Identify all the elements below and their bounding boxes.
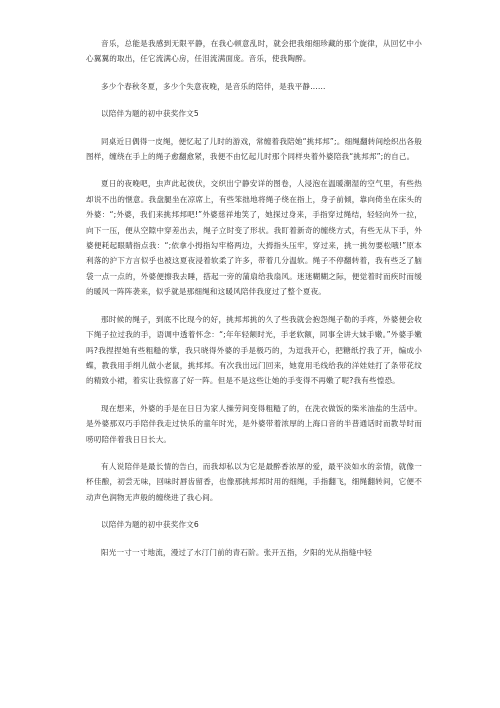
essay-6-paragraph-1: 阳光一寸一寸地流，漫过了水汀门前的青石阶。张开五指，夕阳的光从指缝中轻 bbox=[101, 547, 373, 557]
essay-6-title: 以陪伴为题的初中获奖作文6 bbox=[101, 520, 199, 530]
essay-5-paragraph-2: 夏日的夜晚吧，虫声此起彼伏，交织出宁静安详的图卷，人浸泡在温暖潮湿的空气里，有些热却说不出的惬意。我盘腿坐在凉席上，有些笨拙地将绳子绕在指上，身子前倾，靠向倚坐在床头的外婆：“;外婆，我们来挑邦邦吧!”外婆慈祥地笑了，她探过身来，手指穿过绳结，轻轻向外一拉，向下一压，便从空隙中穿差出去，绳子立时变了形状。我盯着新奇的缠绕方式，有些无从下手，外婆便耗起眼睛指点我：“;依拿小拇指勾牢格两边，大拇指头压牢，穿过来，挑一挑勿要松哦!”原本利落的沪下方言似乎也被这夏夜浸着软柔了许多，带着几分温软。绳子不停翻转着，我有些乏了脑袋一点一点的，外婆便擦我去睡，搭起一旁的蒲扇给我扇风。迷迷糊糊之际，便觉着时而疾时而缓的暖风一阵阵袭来，似乎就是那细绳和这暖风陪伴我度过了整个夏夜。 bbox=[86, 179, 422, 297]
essay-5-paragraph-1: 同桌近日偶得一皮绳，便忆起了儿时的游戏，常缠着我陪她“挑邦邦”;。细绳翻转间绘织出各般图样，缠绕在手上的绳子愈翻愈紧，我便不由忆起儿时那个同样央着外婆陪我“挑邦邦”;的自己。 bbox=[86, 136, 422, 162]
essay-5-title: 以陪伴为题的初中获奖作文5 bbox=[101, 109, 199, 119]
document-body bbox=[86, 36, 422, 560]
intro-paragraph-1: 音乐，总能是我感到无限平静，在我心顿意乱时，就会把我细细珍藏的那个旋律，从回忆中小心翼翼的取出，任它流满心房，任泪流满面庞。音乐，使我陶醉。 bbox=[86, 39, 422, 64]
essay-5-paragraph-4: 现在想来，外婆的手是在日日为家人操劳间变得粗糙了的，在洗衣做饭的柴米油盐的生活中。是外婆那双巧手陪伴我走过快乐的童年时光，是外婆带着浓厚的上海口音的半普通话时而教导时而唠叨陪伴着我日日长大。 bbox=[86, 403, 422, 444]
essay-5-paragraph-5: 有人说陪伴是最长情的告白，而我却私以为它是最醉香浓厚的爱，最平淡如水的亲情，就像一杯佳酿，初尝无味，回味时唇齿留香，也像那挑邦邦时用的细绳，手指翻飞，细绳翻转间，它便不动声色润物无声般的缠绕进了我心间。 bbox=[86, 461, 422, 502]
essay-5-paragraph-3: 那时候的绳子，到底不比现今的好，挑邦邦挑的久了些我就会抱怨绳子勒的手疼，外婆便会收下绳子拉过我的手，语调中透着怀念：“;年年轻额时光，手老软额，同事全讲大妹手嫩。”外婆手嫩吗?我捏捏她有些粗糙的掌，我只晓得外婆的手是极巧的，为逗我开心，把糖纸拧我了开，编成小蝶，教我用手绢儿做小老鼠，挑邦邦。有次我出远门回来，她竟用毛线给我的洋娃娃打了条带花纹的精致小裙，着实让我惊喜了好一阵。但是不是这些让她的手变得不再嫩了呢?我有些惶恐。 bbox=[86, 314, 422, 386]
intro-paragraph-2: 多少个春秋冬夏，多少个失意夜晚，是音乐的陪伴，是我平静…… bbox=[101, 81, 326, 91]
